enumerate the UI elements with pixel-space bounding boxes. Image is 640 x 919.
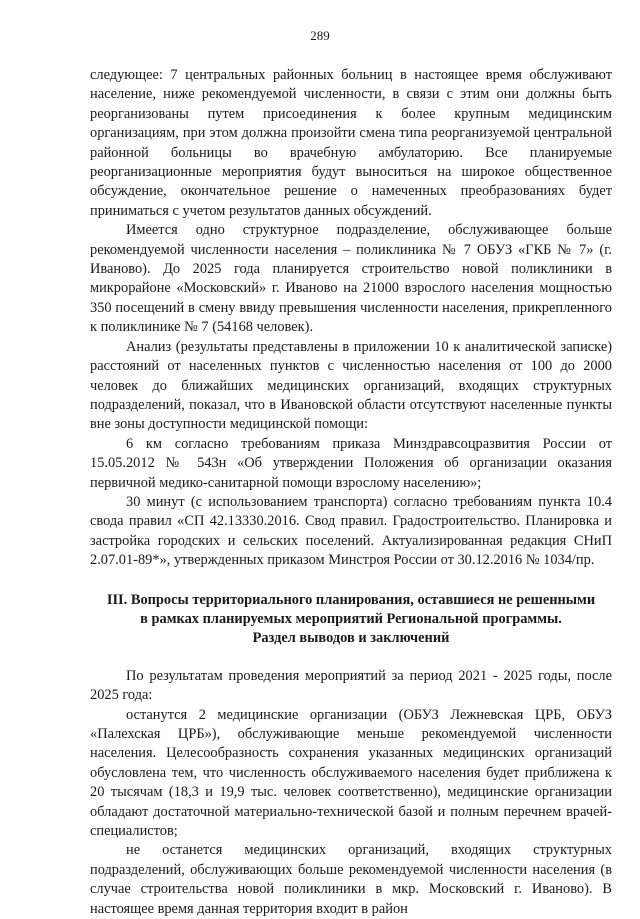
paragraph-30-minutes-requirement: 30 минут (с использованием транспорта) согласно требованиям пункта 10.4 свода правил «СП 42.13330.2016. Свод правил. Градостроительство. Планировка и застройка городских и сельских поселений. Актуализированная редакция СНиП 2.07.01-89*», утвержденных приказом Минстроя России от 30.12.2016 № 1034/пр. [90,493,612,569]
paragraph-no-overloaded-units: не останется медицинских организаций, входящих структурных подразделений, обслуживающих больше рекомендуемой численности населения (в случае строительства новой поликлиники в мкр. Московский г. Иваново). В настоящее время данная территория входит в район [90,842,612,917]
paragraph-distance-analysis: Анализ (результаты представлены в приложении 10 к аналитической записке) расстояний от населенных пунктов с численностью населения от 100 до 2000 человек до ближайших медицинских организаций, входящих структурных подразделений, показал, что в Ивановской области отсутствуют населенные пункты вне зоны доступности медицинской помощи: [90,338,612,433]
section-heading-line-2: в рамках планируемых мероприятий Региональной программы. [140,610,562,627]
section-heading [90,591,612,649]
paragraph-remaining-organizations: останутся 2 медицинские организации (ОБУЗ Лежневская ЦРБ, ОБУЗ «Палехская ЦРБ»), обслуживающие меньше рекомендуемой численности населения. Целесообразность сохранения указанных медицинских организаций обусловлена тем, что численность обслуживаемого населения будет приближена к 20 тысячам (18,3 и 19,9 тыс. человек соответственно), медицинские организации обладают достаточной материально-технической базой и полным перечнем врачей-специалистов; [90,706,612,840]
section-heading-line-1: III. Вопросы территориального планирования, оставшиеся не решенными [106,591,596,608]
section-heading-line-3: Раздел выводов и заключений [252,630,450,647]
paragraph-6-km-requirement: 6 км согласно требованиям приказа Минздравсоцразвития России от 15.05.2012 № 543н «Об утверждении Положения об организации оказания первичной медико-санитарной помощи взрослому населению»; [90,435,612,491]
page-number: 289 [310,28,330,43]
paragraph-polyclinic-7: Имеется одно структурное подразделение, обслуживающее больше рекомендуемой численности населения – поликлиника № 7 ОБУЗ «ГКБ № 7» (г. Иваново). До 2025 года планируется строительство новой поликлиники в микрорайоне «Московский» г. Иваново на 21000 взрослого населения мощностью 350 посещений в смену ввиду превышения численности населения, прикрепленного к поликлинике № 7 (54168 человек). [90,222,612,336]
document-body [90,66,612,919]
paragraph-reorganization: следующее: 7 центральных районных больниц в настоящее время обслуживают население, ниже рекомендуемой численности, в связи с этим они должны быть реорганизованы путем присоединения к более крупным медицинским организациям, при этом должна произойти смена типа реорганизуемой центральной районной больницы во врачебную амбулаторию. Все планируемые реорганизационные мероприятия будут выноситься на широкое общественное обсуждение, окончательное решение о намеченных преобразованиях будет приниматься с учетом результатов данных обсуждений. [90,67,612,219]
paragraph-results-2021-2025: По результатам проведения мероприятий за период 2021 - 2025 годы, после 2025 года: [90,667,612,704]
